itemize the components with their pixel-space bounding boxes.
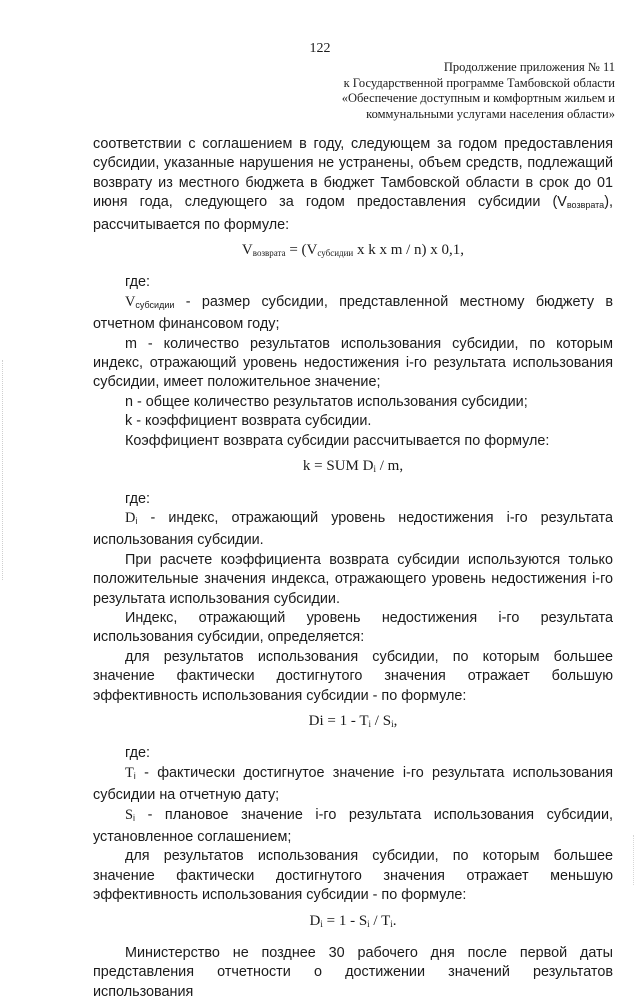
paragraph: для результатов использования субсидии, по которым большее значение фактически достигнутого значения отражает большую эффективность использования субсидии - по формуле: [93,648,613,704]
paragraph: Индекс, отражающий уровень недостижения i-го результата использования субсидии, определяется: [93,609,613,646]
formula-return-coefficient: k = SUM $D_i$ / m, [302,458,404,475]
formula-index-positive: $Di = 1 - T_i / S_i$, [308,712,398,729]
definition-item: n - общее количество результатов использования субсидии; [125,393,528,410]
header-line: коммунальными услугами населения области» [366,106,615,121]
header-line: к Государственной программе Тамбовской области [343,75,615,90]
formula-return-amount: $V_{возврата} = (V_{субсидии}$ x k x m / n) x 0,1, [241,242,465,259]
paragraph: Министерство не позднее 30 рабочего дня после первой даты представления отчетности о достижении значений результатов использования [93,945,613,1000]
definition-item: m - количество результатов использования субсидии, по которым индекс, отражающий уровень недостижения i-го результата использования субсидии, имеет положительное значение; [93,335,613,391]
where-label: где: [125,745,151,762]
paragraph: Коэффициент возврата субсидии рассчитывается по формуле: [125,432,550,449]
header-line: «Обеспечение доступным и комфортным жильем и [341,91,615,105]
scan-margin-marks [2,360,9,580]
paragraph: соответствии с соглашением в году, следующем за годом предоставления субсидии, указанные нарушения не устранены, объем средств, подлежащий возврату из местного бюджета в бюджет Тамбовской области в срок до 01 июня года, следующего за годом предоставления субсидии $(V_{возврата})$, рассчитывается по формуле: [93,136,613,233]
scan-margin-marks-right [629,835,634,885]
document-body [93,135,613,1002]
definition-item: $S_i$ - плановое значение i-го результата использования субсидии, установленное соглашением; [93,806,613,845]
definition-item: $T_i$ - фактически достигнутое значение i-го результата использования субсидии на отчетную дату; [93,764,613,804]
where-label: где: [125,490,151,507]
appendix-header [300,60,615,122]
where-label: где: [125,274,151,291]
page-number: 122 [309,41,331,56]
definition-item: $V_{субсидии}$ - размер субсидии, представленной местному бюджету в отчетном финансовом году; [93,293,613,333]
paragraph: для результатов использования субсидии, по которым большее значение фактически достигнутого значения отражает меньшую эффективность использования субсидии - по формуле: [93,848,613,904]
header-line: Продолжение приложения № 11 [443,60,615,74]
definition-item: $D_i$ - индекс, отражающий уровень недостижения i-го результата использования субсидии. [93,509,613,549]
definition-item: k - коэффициент возврата субсидии. [125,413,372,430]
paragraph: При расчете коэффициента возврата субсидии используются только положительные значения индекса, отражающего уровень недостижения i-го результата использования субсидии. [93,551,613,607]
formula-index-negative: $D_i = 1 - S_i / T_i$. [309,912,397,929]
